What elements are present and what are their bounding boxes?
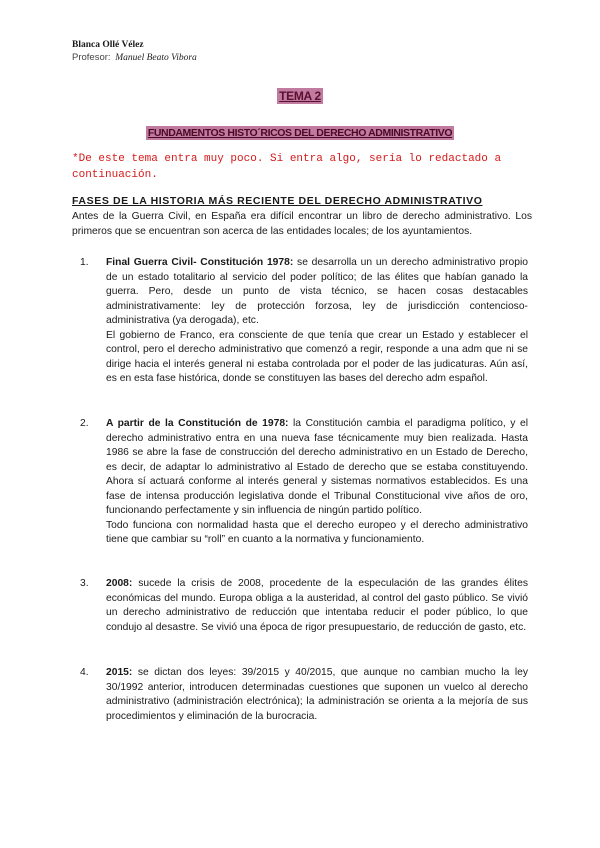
title-text: TEMA 2 — [279, 89, 321, 103]
list-item — [80, 577, 528, 635]
list-item-text: se desarrolla un un derecho administrativo propio de un estado totalitario al servicio del poder político; de las élites que habían ganado la guerra. Pero, desde un punto de vista técnico, se hacen cosas destacables administrativamente: ley de protección forzosa, ley de jurisdicción contencioso-administrativa (ya derogada), etc. — [106, 257, 528, 326]
exam-note: *De este tema entra muy poco. Si entra algo, sería lo redactado a continuación. — [72, 153, 502, 181]
list-item-number: 1. — [80, 257, 89, 268]
list-item-number: 2. — [80, 418, 89, 429]
section-heading: FASES DE LA HISTORIA MÁS RECIENTE DEL DERECHO ADMINISTRATIVO — [72, 195, 483, 207]
list-item-text: se dictan dos leyes: 39/2015 y 40/2015, que aunque no cambian mucho la ley 30/1992 anterior, introducen determinadas cuestiones que suponen un vuelco al derecho administrativo (administración electrónica); la administración se orienta a la mejoría de sus procedimientos y eliminación de la burocracia. — [106, 667, 528, 722]
list-item-paragraph: Todo funciona con normalidad hasta que el derecho europeo y el derecho administrativo tiene que cambiar su “roll” en cuanto a la normativa y funcionamiento. — [106, 519, 528, 545]
professor-label: Profesor: — [72, 52, 111, 63]
list-item — [80, 666, 528, 724]
list-item-paragraph: El gobierno de Franco, era consciente de que tenía que crear un Estado y establecer el control, pero el derecho administrativo que comenzó a regir, responde a una adm que ni se dirige hacia el interés general ni estaba controlada por el poder de las judicaturas. Aún así, es en esta fase histórica, donde se constituyen las bases del derecho adm español. — [106, 329, 528, 384]
list-item-heading: A partir de la Constitución de 1978: — [106, 418, 289, 429]
author-name: Blanca Ollé Vélez — [72, 40, 144, 50]
professor-line — [72, 52, 197, 63]
list-item-text: sucede la crisis de 2008, procedente de la especulación de las grandes élites económicas del mundo. Europa obliga a la austeridad, al control del gasto público. Se vivió un derecho administrativo de reducción que intentaba reducir el poder público, lo que condujo al desastre. Se vivió una época de rigor presupuestario, de reducción de gasto, etc. — [106, 578, 528, 633]
list-item — [80, 256, 528, 387]
list-item-number: 3. — [80, 578, 89, 589]
list-item-heading: 2015: — [106, 667, 133, 678]
page-title — [0, 87, 600, 105]
list-item-number: 4. — [80, 667, 89, 678]
subtitle-text: FUNDAMENTOS HISTO´RICOS DEL DERECHO ADMINISTRATIVO — [147, 127, 453, 139]
page-subtitle — [0, 123, 600, 141]
list-item-heading: Final Guerra Civil- Constitución 1978: — [106, 257, 294, 268]
professor-name: Manuel Beato Vibora — [115, 53, 197, 63]
section-intro: Antes de la Guerra Civil, en España era difícil encontrar un libro de derecho administrativo. Los primeros que se encuentran son acerca de las entidades locales; de los ayuntamientos. — [72, 211, 532, 237]
list-item-heading: 2008: — [106, 578, 133, 589]
list-item-text: la Constitución cambia el paradigma político, y el derecho administrativo entra en una nueva fase técnicamente muy bien realizada. Hasta 1986 se abre la fase de construcción del derecho administrativo en un Estado de Derecho, es decir, de adaptar lo administrativo al Estado de derecho que se estaba constituyendo. Ahora sí actuará conforme al interés general y sistemas normativos establecidos. Es una fase de intensa producción legislativa donde el Tribunal Constitucional vive años de oro, funcionando perfectamente y sin influencia de ningún partido político. — [106, 418, 528, 516]
list-item — [80, 417, 528, 548]
